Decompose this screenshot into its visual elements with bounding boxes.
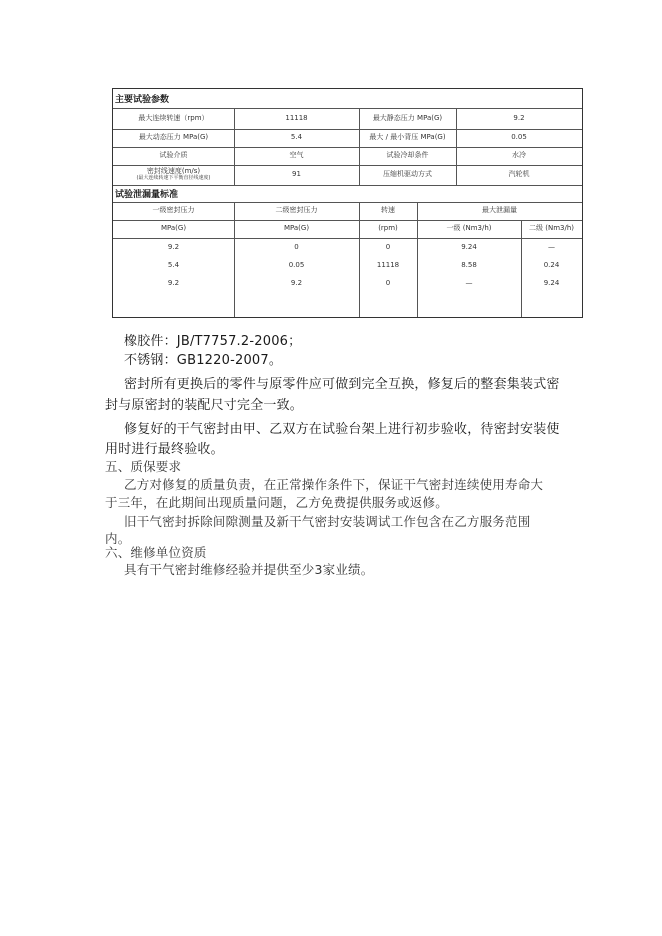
text-line: 乙方对修复的质量负责，在正常操作条件下，保证干气密封连续使用寿命大 <box>124 477 544 492</box>
param-cell <box>234 165 359 185</box>
param-text: 5.4 <box>290 133 303 142</box>
leak-cell: 0 <box>294 243 299 252</box>
leak-cell: 5.4 <box>167 261 180 270</box>
text-line: 内。 <box>105 531 131 546</box>
text-line: 橡胶件：JB/T7757.2-2006； <box>124 334 302 349</box>
leak-cell: — <box>548 243 555 252</box>
param-cell <box>359 129 456 147</box>
param-text: 试验介质 <box>159 151 188 160</box>
leak-cell: 8.58 <box>461 261 477 270</box>
test-parameters-table <box>112 88 583 318</box>
param-cell <box>456 108 582 129</box>
leak-cell: 9.2 <box>167 279 180 288</box>
param-text: 最大动态压力 MPa(G) <box>138 133 209 142</box>
leak-cell: 11118 <box>376 261 400 270</box>
param-text: 汽轮机 <box>508 170 530 179</box>
leak-cell: 9.2 <box>290 279 303 288</box>
leak-cell: 0 <box>385 243 391 252</box>
param-cell <box>456 165 582 185</box>
text-line: 用时进行最终验收。 <box>105 442 224 457</box>
param-cell <box>234 108 359 129</box>
param-text: 压缩机驱动方式 <box>383 170 432 179</box>
leak-cell: 0.05 <box>288 261 305 270</box>
leak-unit: MPa(G) <box>160 224 187 233</box>
param-text: 最大 / 最小背压 MPa(G) <box>369 133 446 142</box>
param-text: 密封线速度(m/s) <box>146 167 201 176</box>
section-heading: 五、质保要求 <box>105 459 182 474</box>
leak-title: 试验泄漏量标准 <box>115 190 179 200</box>
text-line: 封与原密封的装配尺寸完全一致。 <box>105 398 304 413</box>
param-text: 9.2 <box>513 113 525 122</box>
param-cell <box>113 129 234 147</box>
param-cell <box>359 108 456 129</box>
leak-unit: (rpm) <box>378 224 398 233</box>
text-line: 密封所有更换后的零件与原零件应可做到完全互换，修复后的整套集装式密 <box>124 377 560 392</box>
param-text: 最大连续转速（rpm） <box>138 113 209 122</box>
param-cell <box>359 165 456 185</box>
param-cell <box>456 147 582 165</box>
leak-unit: MPa(G) <box>283 224 310 233</box>
param-text: 91 <box>292 170 301 179</box>
text-line: 于三年，在此期间出现质量问题，乙方免费提供服务或返修。 <box>105 495 448 510</box>
leak-cell: 0 <box>385 279 391 288</box>
leak-header: 最大泄漏量 <box>482 206 517 215</box>
leak-cell: 0.24 <box>543 261 560 270</box>
leak-header: 二级密封压力 <box>275 206 318 215</box>
param-cell <box>113 108 234 129</box>
leak-cell: 9.24 <box>543 279 560 288</box>
row-divider <box>113 185 582 186</box>
params-title: 主要试验参数 <box>115 95 170 105</box>
text-line: 修复好的干气密封由甲、乙双方在试验台架上进行初步验收，待密封安装使 <box>124 422 560 437</box>
param-text: 11118 <box>285 113 308 122</box>
text-line: 具有干气密封维修经验并提供至少3家业绩。 <box>124 562 374 577</box>
leak-cell: — <box>465 279 473 288</box>
param-cell <box>113 147 234 165</box>
leak-unit: 二级 (Nm3/h) <box>529 224 574 233</box>
section-heading: 六、维修单位资质 <box>105 545 207 560</box>
text-line: 不锈钢：GB1220-2007。 <box>124 353 283 368</box>
leak-unit: 一级 (Nm3/h) <box>446 224 492 233</box>
leak-cell: 9.24 <box>461 243 477 252</box>
param-text: 空气 <box>289 151 304 160</box>
leak-header: 一级密封压力 <box>152 206 195 215</box>
leak-header: 转速 <box>381 206 395 215</box>
param-text: 0.05 <box>511 133 527 142</box>
text-line: 旧干气密封拆除间隙测量及新干气密封安装调试工作包含在乙方服务范围 <box>124 514 531 529</box>
leak-cell: 9.2 <box>167 243 180 252</box>
param-text: 试验冷却条件 <box>386 151 429 160</box>
param-text: 最大静态压力 MPa(G) <box>372 113 443 122</box>
param-text: 水冷 <box>512 151 526 160</box>
param-cell <box>456 129 582 147</box>
param-note: (最大连续转速下平衡直径线速度) <box>136 175 211 182</box>
param-cell <box>359 147 456 165</box>
param-cell <box>234 147 359 165</box>
param-cell <box>234 129 359 147</box>
param-cell <box>113 165 234 185</box>
